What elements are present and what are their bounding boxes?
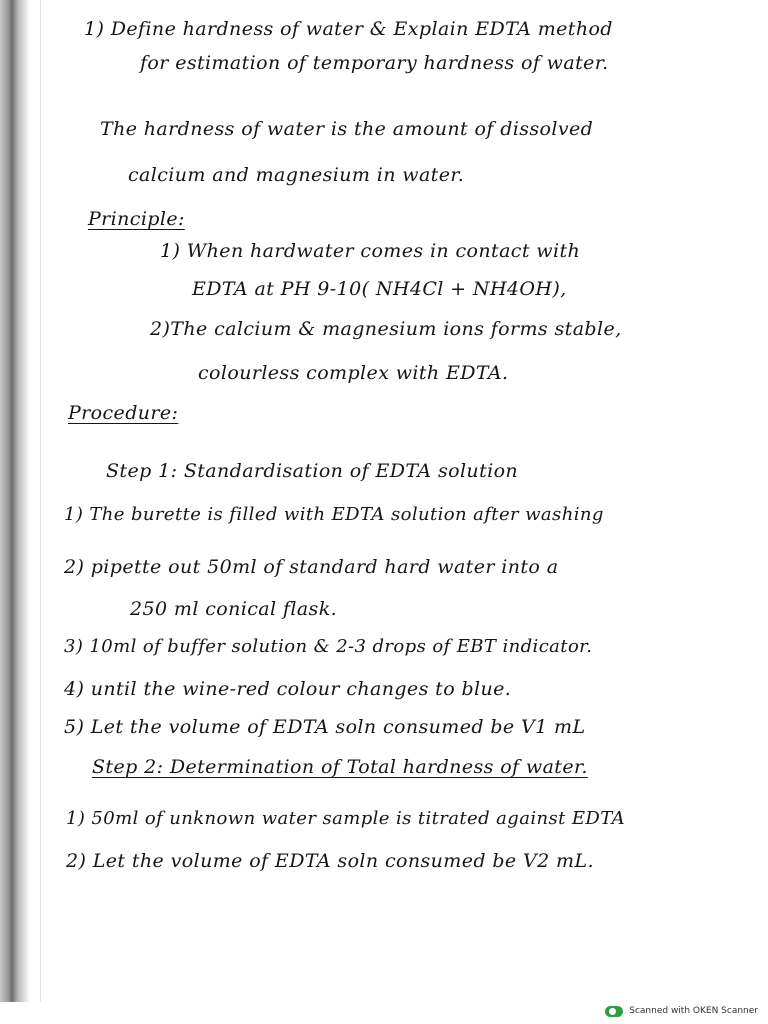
step1-heading: Step 1: Standardisation of EDTA solution bbox=[106, 460, 519, 482]
principle-line-4: colourless complex with EDTA. bbox=[198, 362, 509, 384]
question-line-2: for estimation of temporary hardness of water. bbox=[140, 52, 609, 74]
question-line-1: 1) Define hardness of water & Explain EDTA method bbox=[84, 18, 613, 40]
margin-line bbox=[40, 0, 41, 1002]
step1-line-5: 4) until the wine-red colour changes to blue. bbox=[64, 678, 512, 700]
step1-line-1: 1) The burette is filled with EDTA solution after washing bbox=[64, 504, 604, 525]
step2-line-2: 2) Let the volume of EDTA soln consumed be V2 mL. bbox=[66, 850, 594, 872]
principle-line-2: EDTA at PH 9-10( NH4Cl + NH4OH), bbox=[192, 278, 567, 300]
step2-line-1: 1) 50ml of unknown water sample is titrated against EDTA bbox=[66, 808, 626, 829]
step2-heading: Step 2: Determination of Total hardness of water. bbox=[92, 756, 588, 778]
step1-line-2: 2) pipette out 50ml of standard hard water into a bbox=[64, 556, 559, 578]
scanner-watermark bbox=[605, 1004, 758, 1018]
definition-line-2: calcium and magnesium in water. bbox=[128, 164, 465, 186]
definition-line-1: The hardness of water is the amount of dissolved bbox=[100, 118, 594, 140]
oken-toggle-icon bbox=[605, 1006, 623, 1017]
principle-line-3: 2)The calcium & magnesium ions forms stable, bbox=[150, 318, 622, 340]
step1-line-3: 250 ml conical flask. bbox=[130, 598, 338, 620]
step1-line-4: 3) 10ml of buffer solution & 2-3 drops of EBT indicator. bbox=[64, 636, 593, 657]
principle-heading: Principle: bbox=[88, 208, 185, 230]
notebook-spine-shadow bbox=[0, 0, 30, 1002]
step1-line-6: 5) Let the volume of EDTA soln consumed be V1 mL bbox=[64, 716, 586, 738]
procedure-heading: Procedure: bbox=[68, 402, 179, 424]
scanner-label: Scanned with OKEN Scanner bbox=[629, 1006, 758, 1016]
principle-line-1: 1) When hardwater comes in contact with bbox=[160, 240, 581, 262]
